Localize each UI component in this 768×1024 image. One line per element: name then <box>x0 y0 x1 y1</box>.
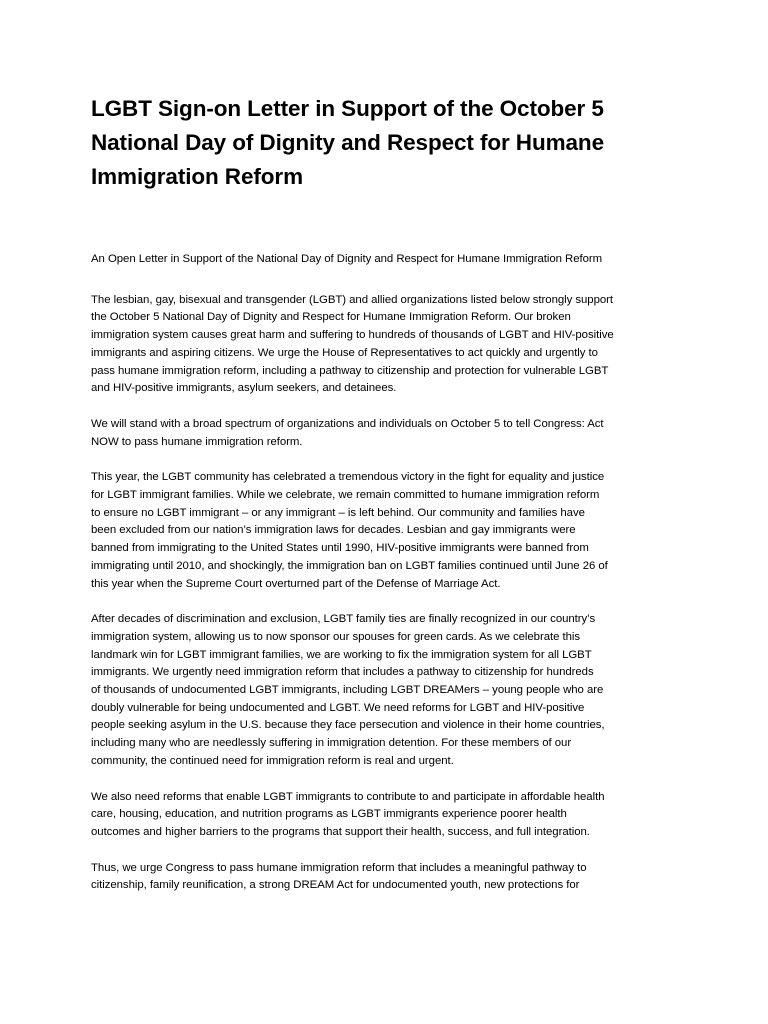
document-page <box>91 92 691 913</box>
paragraph-line: citizenship, family reunification, a strong DREAM Act for undocumented youth, new protections for <box>91 879 580 892</box>
subtitle-line: An Open Letter in Support of the National Day of Dignity and Respect for Humane Immigration Reform <box>91 253 603 265</box>
paragraph-line: care, housing, education, and nutrition programs as LGBT immigrants experience poorer health <box>91 808 567 821</box>
paragraph-line: community, the continued need for immigration reform is real and urgent. <box>91 754 454 767</box>
paragraph-line: this year when the Supreme Court overturned part of the Defense of Marriage Act. <box>91 577 501 590</box>
paragraph-line: people seeking asylum in the U.S. because they face persecution and violence in their home countries, <box>91 719 605 732</box>
paragraph-family-ties <box>91 611 691 770</box>
paragraph-intro <box>91 292 691 398</box>
paragraph-call-to-action <box>91 416 691 451</box>
paragraph-line: to ensure no LGBT immigrant – or any immigrant – is left behind. Our community and families have <box>91 506 585 519</box>
document-subtitle <box>91 251 691 269</box>
paragraph-line: and HIV-positive immigrants, asylum seekers, and detainees. <box>91 382 397 395</box>
paragraph-line: banned from immigrating to the United States until 1990, HIV-positive immigrants were banned from <box>91 542 589 555</box>
paragraph-line: We also need reforms that enable LGBT immigrants to contribute to and participate in affordable health <box>91 790 605 803</box>
paragraph-line: the October 5 National Day of Dignity and Respect for Humane Immigration Reform. Our broken <box>91 311 571 324</box>
paragraph-line: immigration system causes great harm and suffering to hundreds of thousands of LGBT and HIV-positive <box>91 329 614 342</box>
paragraph-line: immigrating until 2010, and shockingly, the immigration ban on LGBT families continued until June 26 of <box>91 559 608 572</box>
paragraph-conclusion <box>91 860 691 895</box>
title-line: Immigration Reform <box>91 164 303 189</box>
paragraph-line: Thus, we urge Congress to pass humane immigration reform that includes a meaningful pathway to <box>91 861 587 874</box>
paragraph-line: After decades of discrimination and exclusion, LGBT family ties are finally recognized in our country’s <box>91 613 596 626</box>
paragraph-line: pass humane immigration reform, including a pathway to citizenship and protection for vulnerable LGBT <box>91 364 609 377</box>
paragraph-line: for LGBT immigrant families. While we celebrate, we remain committed to humane immigration reform <box>91 489 600 502</box>
paragraph-line: including many who are needlessly suffering in immigration detention. For these members of our <box>91 737 572 750</box>
paragraph-line: of thousands of undocumented LGBT immigrants, including LGBT DREAMers – young people who are <box>91 684 604 697</box>
paragraph-line: outcomes and higher barriers to the programs that support their health, success, and full integration. <box>91 825 590 838</box>
document-title <box>91 92 691 194</box>
paragraph-line: This year, the LGBT community has celebrated a tremendous victory in the fight for equality and justice <box>91 471 605 484</box>
paragraph-line: immigrants and aspiring citizens. We urge the House of Representatives to act quickly and urgently to <box>91 346 598 359</box>
paragraph-line: NOW to pass humane immigration reform. <box>91 435 303 448</box>
title-line: LGBT Sign-on Letter in Support of the October 5 <box>91 96 604 121</box>
paragraph-line: landmark win for LGBT immigrant families, we are working to fix the immigration system for all LGBT <box>91 648 592 661</box>
title-line: National Day of Dignity and Respect for Humane <box>91 130 604 155</box>
paragraph-line: We will stand with a broad spectrum of organizations and individuals on October 5 to tell Congress: Act <box>91 417 604 430</box>
paragraph-line: The lesbian, gay, bisexual and transgender (LGBT) and allied organizations listed below strongly support <box>91 293 614 306</box>
paragraph-line: been excluded from our nation’s immigration laws for decades. Lesbian and gay immigrants were <box>91 524 576 537</box>
paragraph-line: immigration system, allowing us to now sponsor our spouses for green cards. As we celebrate this <box>91 630 581 643</box>
paragraph-victory <box>91 469 691 593</box>
paragraph-line: doubly vulnerable for being undocumented and LGBT. We need reforms for LGBT and HIV-positive <box>91 701 585 714</box>
paragraph-line: immigrants. We urgently need immigration reform that includes a pathway to citizenship for hundreds <box>91 666 594 679</box>
paragraph-reforms <box>91 789 691 842</box>
